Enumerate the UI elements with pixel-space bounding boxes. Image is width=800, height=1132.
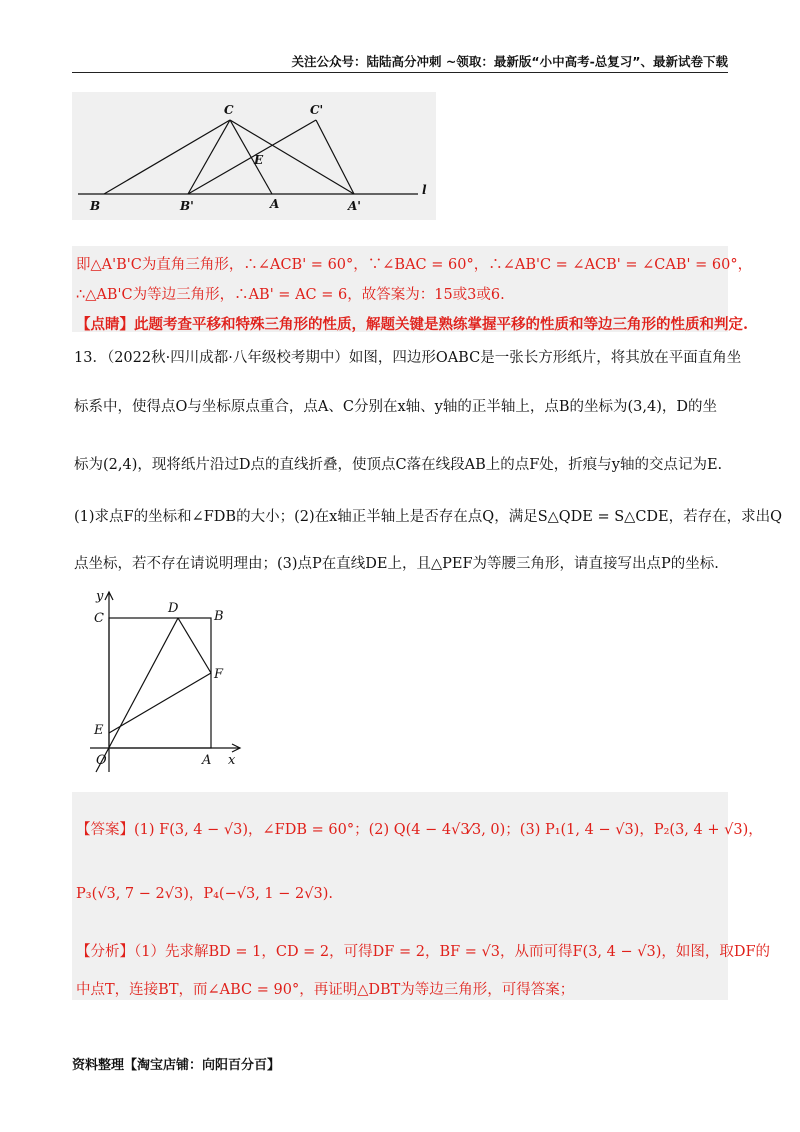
page-header: [72, 52, 728, 73]
point-F: F: [214, 667, 224, 682]
axis-x-label: x: [228, 753, 236, 768]
page-footer: [72, 1054, 280, 1073]
label-C: C: [224, 103, 234, 117]
point-E: E: [94, 723, 104, 738]
translation-figure-svg: [72, 92, 436, 220]
label-B: B: [90, 199, 101, 213]
problem13-line1: 13．（2022秋·四川成都·八年级校考期中）如图，四边形OABC是一张长方形纸片，将其放在平面直角坐: [74, 350, 742, 366]
analysis-line1: 【分析】（1）先求解BD = 1，CD = 2，可得DF = 2，BF = √3，从而可得F(3, 4 − √3)，如图，取DF的: [76, 944, 771, 960]
label-A: A: [270, 197, 280, 211]
point-B: B: [214, 609, 224, 624]
coordinate-figure: [72, 588, 252, 776]
problem13-line3: 标为(2,4)，现将纸片沿过D点的直线折叠，使顶点C落在线段AB上的点F处，折痕与y轴的交点记为E.: [74, 457, 723, 473]
point-D: D: [168, 601, 179, 616]
label-B-prime: B': [180, 199, 194, 213]
answer-line1: 【答案】(1) F(3, 4 − √3)，∠FDB = 60°；(2) Q(4 − 4√3⁄3, 0)；(3) P₁(1, 4 − √3)，P₂(3, 4 + √3)，: [76, 822, 763, 838]
point-A: A: [202, 753, 212, 768]
problem13-line2: 标系中，使得点O与坐标原点重合，点A、C分别在x轴、y轴的正半轴上，点B的坐标为(3,4)，D的坐: [74, 399, 717, 415]
point-O: O: [96, 753, 107, 768]
point-C: C: [94, 611, 104, 626]
header-text: 关注公众号：陆陆高分冲刺 ~领取：最新版“小中高考-总复习”、最新试卷下载: [291, 54, 728, 69]
prev-solution-line1: 即△A'B'C为直角三角形，∴∠ACB' = 60°，∵∠BAC = 60°，∴∠AB'C = ∠ACB' = ∠CAB' = 60°，: [76, 257, 753, 273]
problem13-line4: (1)求点F的坐标和∠FDB的大小；(2)在x轴正半轴上是否存在点Q，满足S△QDE = S△CDE，若存在，求出Q: [74, 509, 783, 525]
footer-text: 资料整理【淘宝店铺：向阳百分百】: [72, 1058, 281, 1073]
label-E: E: [254, 153, 264, 167]
label-C-prime: C': [310, 103, 324, 117]
axis-y-label: y: [96, 589, 104, 604]
label-l: l: [422, 183, 427, 197]
answer-line2: P₃(√3, 7 − 2√3)，P₄(−√3, 1 − 2√3).: [76, 886, 333, 902]
analysis-line2: 中点T，连接BT，而∠ABC = 90°，再证明△DBT为等边三角形，可得答案；: [76, 982, 575, 998]
translation-figure: [72, 92, 436, 220]
problem13-line5: 点坐标，若不存在请说明理由；(3)点P在直线DE上，且△PEF为等腰三角形，请直接写出点P的坐标.: [74, 556, 719, 572]
label-A-prime: A': [348, 199, 361, 213]
prev-solution-line2: ∴△AB'C为等边三角形，∴AB' = AC = 6，故答案为：15或3或6.: [76, 287, 505, 303]
coordinate-figure-svg: [72, 588, 252, 776]
prev-solution-remark: 【点睛】此题考查平移和特殊三角形的性质，解题关键是熟练掌握平移的性质和等边三角形的性质和判定.: [76, 316, 749, 333]
